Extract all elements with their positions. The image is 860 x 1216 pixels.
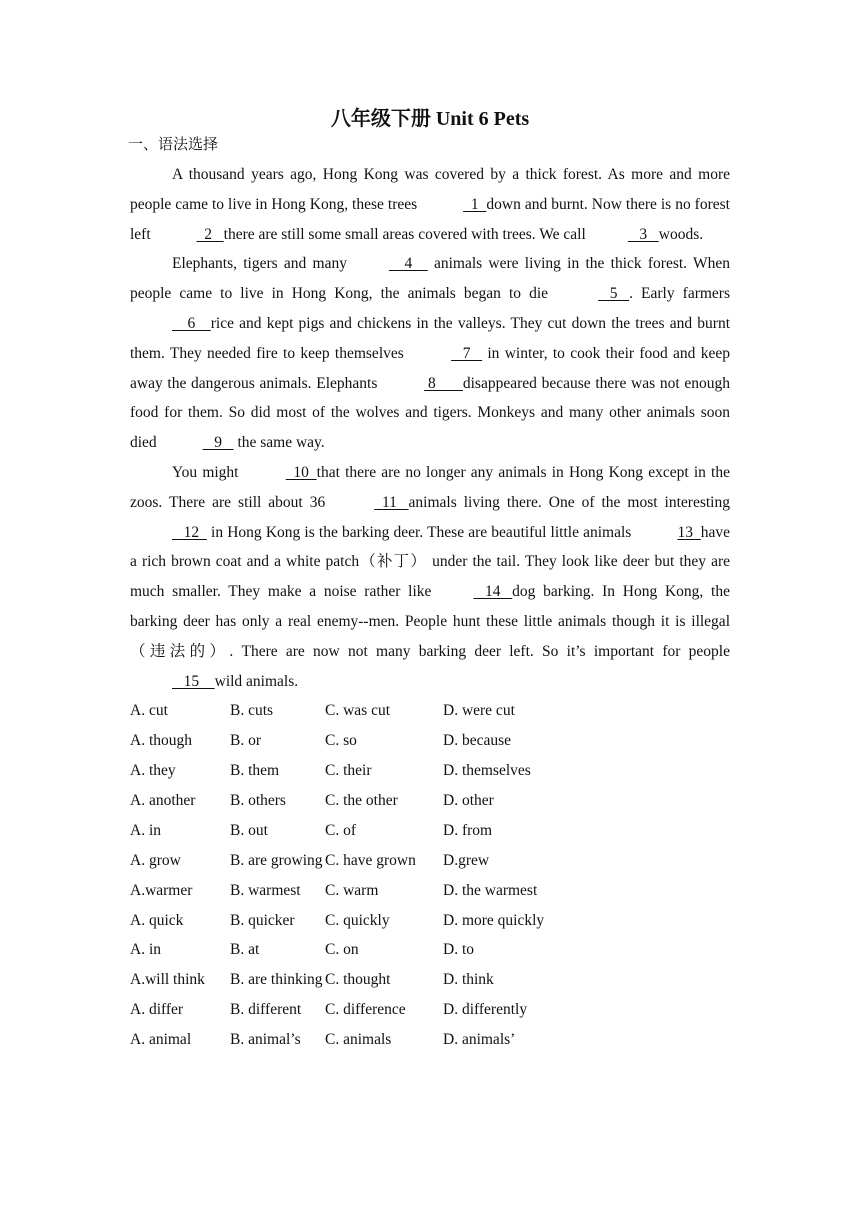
option-choice: C. of — [325, 821, 356, 839]
passage-text: Elephants, tigers and many — [172, 255, 347, 273]
option-choice: A. grow — [130, 851, 181, 869]
passage-text: disappeared because there was not enough food for them. So did most of the wolves and tigers. Monkeys and many other animals soon died — [130, 374, 730, 452]
answer-blank: 14 — [473, 583, 513, 601]
option-choice: A.will think — [130, 971, 205, 989]
option-row — [130, 816, 730, 846]
passage-text: the same way. — [233, 434, 325, 452]
option-choice: B. or — [230, 732, 261, 750]
option-choice: C. on — [325, 941, 359, 959]
option-choice: C. animals — [325, 1031, 392, 1049]
section-heading: 一、语法选择 — [128, 137, 219, 153]
option-choice: A.warmer — [130, 881, 193, 899]
option-choice: A. in — [130, 941, 161, 959]
option-choice: C. difference — [325, 1001, 406, 1019]
option-row — [130, 876, 730, 906]
option-choice: D. differently — [443, 1001, 528, 1019]
option-choice: D. were cut — [443, 702, 515, 720]
passage-text: down and burnt. Now there is no forest left — [130, 195, 730, 243]
passage-text: . Early farmers — [629, 285, 731, 303]
option-choice: D. the warmest — [443, 881, 538, 899]
option-choice: B. cuts — [230, 702, 274, 720]
option-choice: A. though — [130, 732, 192, 750]
option-row — [130, 995, 730, 1025]
option-row — [130, 786, 730, 816]
option-choice: B. out — [230, 821, 268, 839]
option-choice: A. quick — [130, 911, 184, 929]
answer-blank: 2 — [196, 225, 224, 243]
option-row — [130, 965, 730, 995]
option-choice: D. from — [443, 821, 493, 839]
option-choice: B. different — [230, 1001, 302, 1019]
option-row — [130, 1025, 730, 1055]
passage-text: have a rich brown coat and a white patch（补丁） under the tail. They look like deer but they are much smaller. They make a noise rather like — [130, 523, 730, 601]
option-choice: B. quicker — [230, 911, 295, 929]
passage-text: that there are no longer any animals in Hong Kong except in the zoos. There are still about 36 — [130, 463, 730, 511]
option-choice: D. themselves — [443, 762, 531, 780]
passage-text: in Hong Kong is the barking deer. These are beautiful little animals — [206, 523, 636, 541]
option-choice: B. others — [230, 792, 286, 810]
option-row — [130, 756, 730, 786]
page-title: 八年级下册 Unit 6 Pets — [330, 108, 530, 130]
passage — [130, 160, 730, 696]
passage-text: there are still some small areas covered with trees. We call — [223, 225, 586, 243]
option-choice: D. to — [443, 941, 474, 959]
passage-text: A thousand years ago, Hong Kong was covered by a thick forest. As more and more people came to live in Hong Kong, these trees — [130, 166, 730, 213]
answer-blank: 11 — [374, 493, 409, 511]
option-choice: A. in — [130, 821, 161, 839]
option-choice: C. their — [325, 762, 372, 780]
option-choice: D. more quickly — [443, 911, 545, 929]
option-row — [130, 906, 730, 936]
answer-blank: 3 — [627, 225, 659, 243]
paragraph — [130, 249, 730, 458]
option-choice: B. warmest — [230, 881, 301, 899]
option-choice: A. they — [130, 762, 176, 780]
option-row — [130, 846, 730, 876]
answer-blank: 6 — [172, 314, 211, 332]
option-choice: D. because — [443, 732, 511, 750]
option-choice: C. thought — [325, 971, 391, 989]
answer-blank: 15 — [172, 672, 215, 690]
passage-text: You might — [172, 463, 244, 481]
answer-blank: 4 — [388, 255, 428, 273]
option-choice: B. at — [230, 941, 260, 959]
option-choice: C. warm — [325, 881, 379, 899]
passage-text: animals living there. One of the most interesting — [408, 493, 730, 511]
option-row — [130, 935, 730, 965]
answer-blank: 8 — [424, 374, 463, 392]
option-choice: B. are thinking — [230, 971, 323, 989]
answer-blank: 10 — [285, 463, 317, 481]
answer-blank: 12 — [172, 523, 207, 541]
passage-text: in winter, to cook their food and keep away the dangerous animals. Elephants — [130, 344, 730, 392]
option-choice: C. the other — [325, 792, 398, 810]
option-choice: D. animals’ — [443, 1031, 516, 1049]
option-choice: A. cut — [130, 702, 168, 720]
passage-text: rice and kept pigs and chickens in the valleys. They cut down the trees and burnt them. They needed fire to keep themselves — [130, 314, 730, 362]
option-row — [130, 726, 730, 756]
option-choice: C. have grown — [325, 851, 416, 869]
answer-blank: 1 — [463, 195, 487, 213]
option-choice: B. are growing — [230, 851, 323, 869]
option-choice: D. think — [443, 971, 494, 989]
document-page — [130, 104, 730, 1055]
option-row — [130, 696, 730, 726]
passage-text: dog barking. In Hong Kong, the barking deer has only a real enemy--men. People hunt these little animals though it is illegal（违法的）. There are now not many barking deer left. So it’s important for people — [130, 583, 730, 660]
option-choice: D. other — [443, 792, 494, 810]
passage-text: woods. — [658, 225, 704, 243]
answer-blank: 9 — [202, 434, 234, 452]
option-choice: B. animal’s — [230, 1031, 301, 1049]
option-choice: B. them — [230, 762, 280, 780]
option-choice: C. was cut — [325, 702, 391, 720]
answer-blank: 13 — [677, 523, 701, 541]
paragraph — [130, 160, 730, 249]
option-choice: D.grew — [443, 851, 490, 869]
answer-blank: 5 — [598, 285, 630, 303]
option-choice: A. differ — [130, 1001, 184, 1019]
option-choice: C. quickly — [325, 911, 390, 929]
paragraph — [130, 458, 730, 696]
option-choice: A. animal — [130, 1031, 192, 1049]
passage-text: animals were living in the thick forest. When people came to live in Hong Kong, the animals began to die — [130, 255, 731, 303]
options-list — [130, 696, 730, 1055]
option-choice: C. so — [325, 732, 357, 750]
passage-text: wild animals. — [214, 672, 299, 690]
option-choice: A. another — [130, 792, 196, 810]
answer-blank: 7 — [451, 344, 483, 362]
